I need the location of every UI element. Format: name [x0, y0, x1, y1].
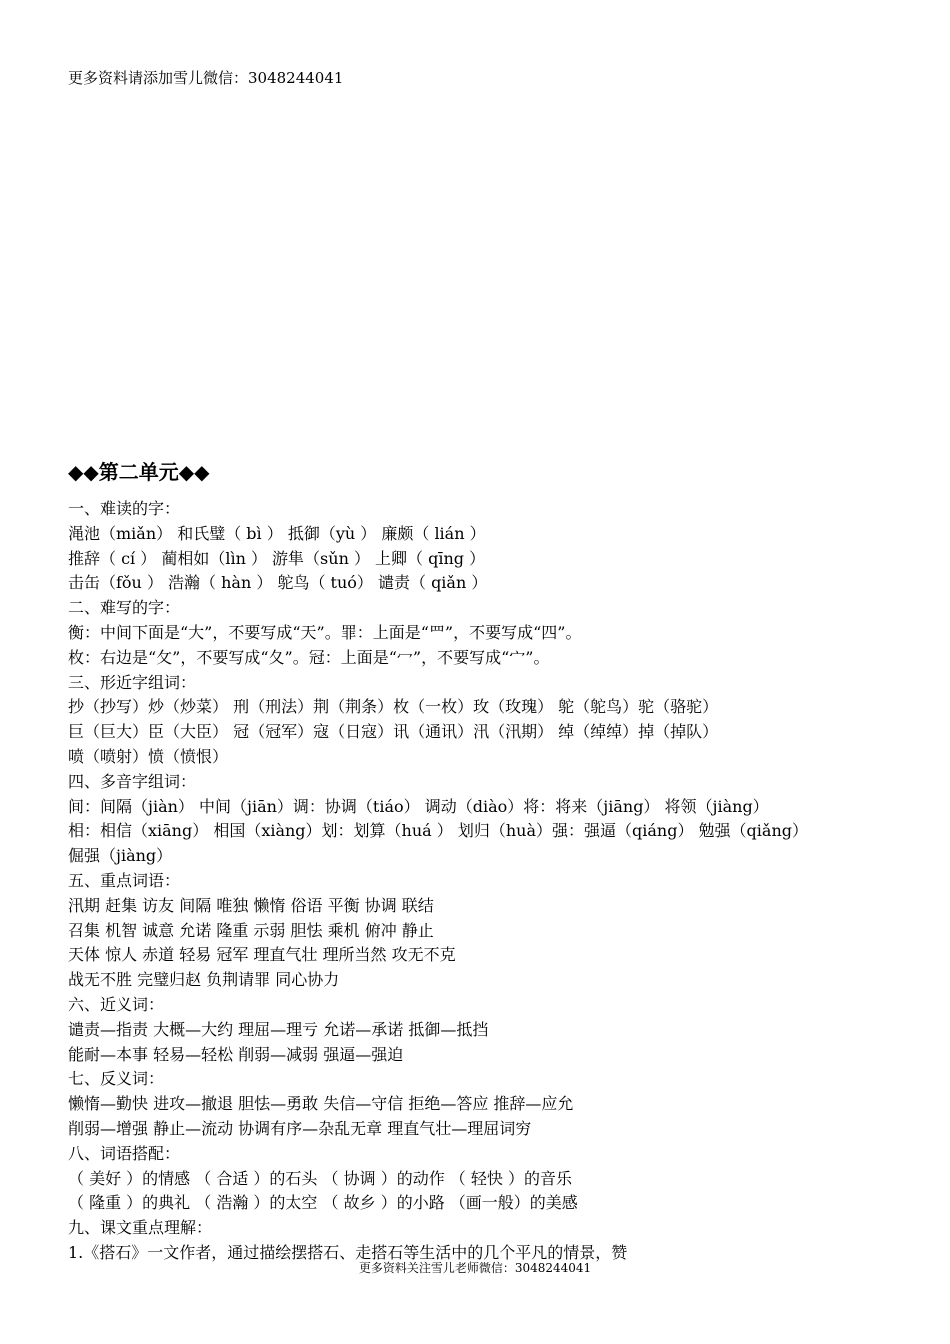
section-heading-antonyms: 七、反义词：: [68, 1069, 165, 1089]
text-line: 召集 机智 诚意 允诺 隆重 示弱 胆怯 乘机 俯冲 静止: [68, 920, 434, 940]
text-line: 喷（喷射）愤（愤恨）: [68, 746, 229, 766]
text-line: 削弱—增强 静止—流动 协调有序—杂乱无章 理直气壮—理屈词穷: [68, 1118, 532, 1138]
document-body: [68, 497, 888, 1266]
text-line: 衡：中间下面是“大”，不要写成“天”。罪：上面是“罒”，不要写成“四”。: [68, 622, 582, 642]
section-heading-polyphonic-characters: 四、多音字组词：: [68, 771, 197, 791]
text-line: 推辞（ cí ） 蔺相如（lìn ） 游隼（sǔn ） 上卿（ qīng ）: [68, 548, 486, 568]
footer-contact-note: 更多资料关注雪儿老师微信：3048244041: [358, 1261, 592, 1275]
header-contact-note: 更多资料请添加雪儿微信：3048244041: [68, 69, 344, 87]
text-line: 能耐—本事 轻易—轻松 削弱—减弱 强逼—强迫: [68, 1044, 404, 1064]
text-line: 战无不胜 完璧归赵 负荆请罪 同心协力: [68, 970, 340, 990]
section-heading-difficult-readings: 一、难读的字：: [68, 499, 181, 518]
text-line: 谴责—指责 大概—大约 理屈—理亏 允诺—承诺 抵御—抵挡: [68, 1019, 489, 1039]
text-line: 天体 惊人 赤道 轻易 冠军 理直气壮 理所当然 攻无不克: [68, 945, 456, 965]
section-heading-key-understanding: 九、课文重点理解：: [68, 1218, 213, 1238]
text-line: （ 美好 ）的情感 （ 合适 ）的石头 （ 协调 ）的动作 （ 轻快 ）的音乐: [68, 1168, 572, 1188]
text-line: （ 隆重 ）的典礼 （ 浩瀚 ）的太空 （ 故乡 ）的小路 （画一般）的美感: [68, 1193, 578, 1213]
text-line: 1.《搭石》一文作者，通过描绘摆搭石、走搭石等生活中的几个平凡的情景，赞: [68, 1242, 628, 1262]
unit-title: ◆◆第二单元◆◆: [68, 460, 210, 484]
text-line: 抄（抄写）炒（炒菜） 刑（刑法）荆（荆条）枚（一枚）玫（玫瑰） 鸵（鸵鸟）驼（骆驼）: [68, 697, 719, 717]
text-line: 巨（巨大）臣（大臣） 冠（冠军）寇（日寇）讯（通讯）汛（汛期） 绰（绰绰）掉（掉队）: [68, 722, 719, 742]
text-line: 相：相信（xiāng） 相国（xiàng）划：划算（huá ） 划归（huà）强：强逼（qiáng） 勉强（qiǎng）: [68, 821, 808, 841]
text-line: 枚：右边是“攵”，不要写成“夂”。冠：上面是“冖”，不要写成“宀”。: [68, 647, 550, 667]
section-heading-key-words: 五、重点词语：: [68, 870, 181, 890]
text-line: 汛期 赶集 访友 间隔 唯独 懒惰 俗语 平衡 协调 联结: [68, 895, 434, 915]
text-line: 倔强（jiàng）: [68, 846, 173, 866]
section-heading-word-pairing: 八、词语搭配：: [68, 1143, 181, 1163]
section-heading-difficult-writings: 二、难写的字：: [68, 598, 181, 618]
text-line: 懒惰—勤快 进攻—撤退 胆怯—勇敢 失信—守信 拒绝—答应 推辞—应允: [68, 1094, 574, 1114]
text-line: 击缶（fǒu ） 浩瀚（ hàn ） 鸵鸟（ tuó） 谴责（ qiǎn ）: [68, 573, 488, 593]
text-line: 渑池（miǎn） 和氏璧（ bì ） 抵御（yù ） 廉颇（ lián ）: [68, 523, 486, 543]
section-heading-similar-characters: 三、形近字组词：: [68, 672, 197, 692]
section-heading-synonyms: 六、近义词：: [68, 994, 165, 1014]
text-line: 间：间隔（jiàn） 中间（jiān）调：协调（tiáo） 调动（diào）将：将来（jiāng） 将领（jiàng）: [68, 796, 769, 816]
